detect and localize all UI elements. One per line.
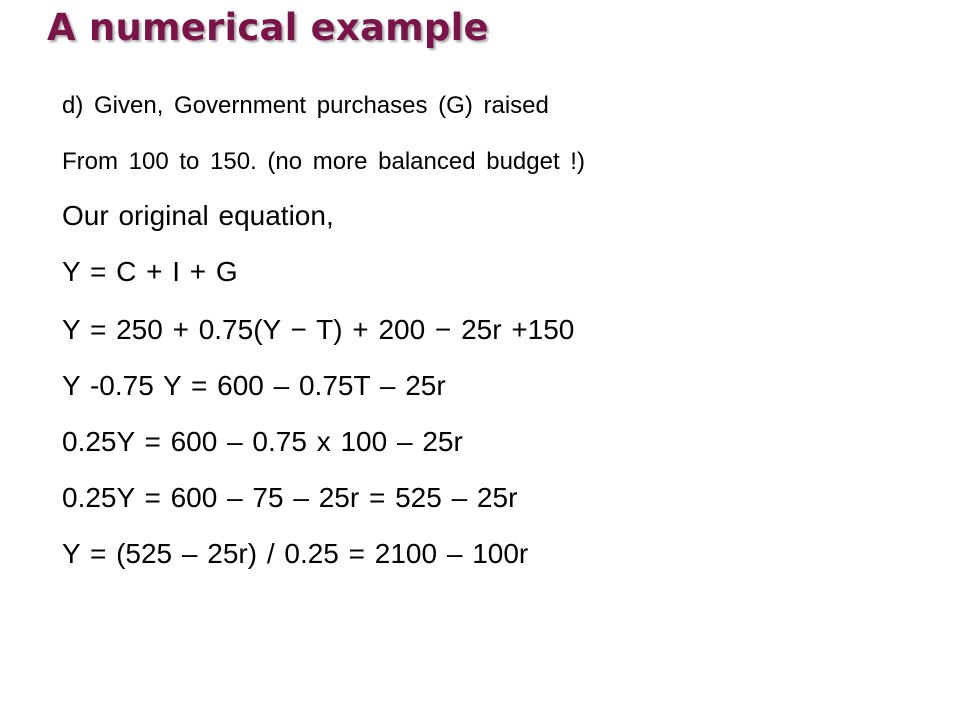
equation-line-substituted: Y = 250 + 0.75(Y − T) + 200 − 25r +150 (62, 314, 575, 345)
equation-line-identity: Y = C + I + G (62, 256, 238, 287)
equation-line-tax-substituted: 0.25Y = 600 – 0.75 x 100 – 25r (62, 426, 463, 457)
slide-title: A numerical example (47, 6, 489, 49)
equation-line-result: Y = (525 – 25r) / 0.25 = 2100 – 100r (62, 538, 529, 569)
text-line-from: From 100 to 150. (no more balanced budget !) (62, 148, 585, 175)
text-line-original-equation: Our original equation, (62, 200, 334, 231)
equation-line-simplified: 0.25Y = 600 – 75 – 25r = 525 – 25r (62, 482, 518, 513)
equation-line-rearranged: Y -0.75 Y = 600 – 0.75T – 25r (62, 370, 446, 401)
text-line-given: d) Given, Government purchases (G) raised (62, 92, 549, 119)
